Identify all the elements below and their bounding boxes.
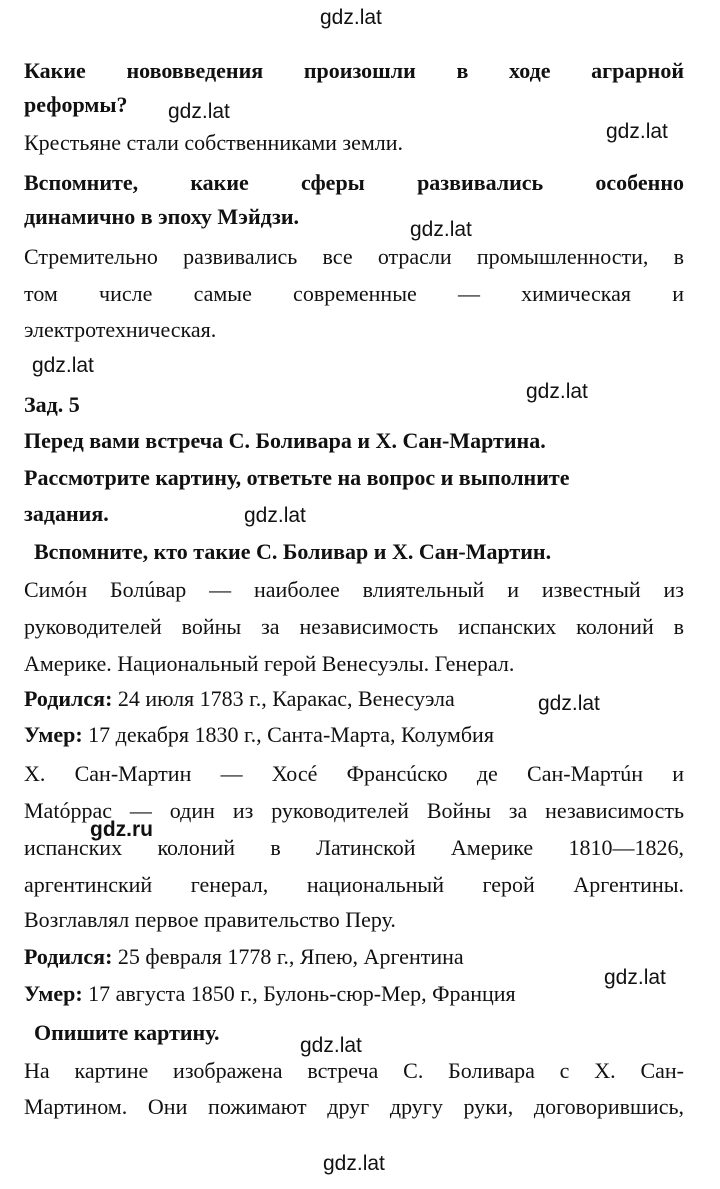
fact-line [24, 682, 684, 716]
answer-line: электротехническая. [24, 317, 217, 342]
watermark: gdz.lat [244, 504, 306, 527]
answer-line: На картине изображена встреча С. Боливара с Х. Сан- [24, 1058, 684, 1083]
watermark: gdz.lat [538, 692, 600, 715]
question-line: Вспомните, какие сферы развивались особенно [24, 170, 684, 195]
watermark-ru: gdz.ru [90, 818, 153, 841]
answer-line: аргентинский генерал, национальный герой Аргентины. [24, 872, 684, 897]
born-label: Родился: [24, 944, 113, 969]
watermark: gdz.lat [526, 380, 588, 403]
watermark: gdz.lat [410, 218, 472, 241]
question-line: Вспомните, кто такие С. Боливар и Х. Сан-Мартин. [34, 539, 552, 564]
question-line: Какие нововведения произошли в ходе аграрной [24, 58, 684, 83]
answer-line: Крестьяне стали собственниками земли. [24, 130, 404, 155]
task-text: задания. [24, 501, 109, 526]
watermark: gdz.lat [320, 6, 382, 29]
question-line: реформы? [24, 92, 128, 117]
watermark: gdz.lat [300, 1034, 362, 1057]
born-label: Родился: [24, 686, 113, 711]
died-value: 17 декабря 1830 г., Санта-Марта, Колумбия [82, 722, 494, 747]
answer-line: Симóн Болúвар — наиболее влиятельный и известный из [24, 577, 684, 602]
answer-line: Matóррас — один из руководителей Войны за независимость [24, 798, 684, 823]
died-label: Умер: [24, 981, 83, 1006]
answer-line: Стремительно развивались все отрасли промышленности, в [24, 244, 684, 269]
watermark: gdz.lat [168, 100, 230, 123]
question-line: Опишите картину. [34, 1020, 220, 1045]
question-line: динамично в эпоху Мэйдзи. [24, 204, 300, 229]
fact-line [24, 718, 684, 752]
born-value: 25 февраля 1778 г., Япею, Аргентина [112, 944, 464, 969]
task-text: Рассмотрите картину, ответьте на вопрос и выполните [24, 465, 570, 490]
fact-line [24, 977, 684, 1011]
watermark: gdz.lat [323, 1152, 385, 1175]
born-value: 24 июля 1783 г., Каракас, Венесуэла [112, 686, 455, 711]
answer-line: Х. Сан-Мартин — Хосé Франсúско де Сан-Мартúн и [24, 761, 684, 786]
answer-line: Америке. Национальный герой Венесуэлы. Генерал. [24, 651, 515, 676]
fact-line [24, 940, 684, 974]
answer-line: том числе самые современные — химическая и [24, 281, 684, 306]
task-text: Перед вами встреча С. Боливара и Х. Сан-Мартина. [24, 428, 546, 453]
answer-line: Возглавлял первое правительство Перу. [24, 907, 396, 932]
watermark: gdz.lat [604, 966, 666, 989]
watermark: gdz.lat [606, 120, 668, 143]
died-value: 17 августа 1850 г., Булонь-сюр-Мер, Франция [82, 981, 516, 1006]
answer-line: Мартином. Они пожимают друг другу руки, договорившись, [24, 1094, 684, 1119]
answer-line: испанских колоний в Латинской Америке 1810—1826, [24, 835, 684, 860]
task-heading: Зад. 5 [24, 392, 80, 417]
died-label: Умер: [24, 722, 83, 747]
answer-line: руководителей войны за независимость испанских колоний в [24, 614, 684, 639]
watermark: gdz.lat [32, 354, 94, 377]
